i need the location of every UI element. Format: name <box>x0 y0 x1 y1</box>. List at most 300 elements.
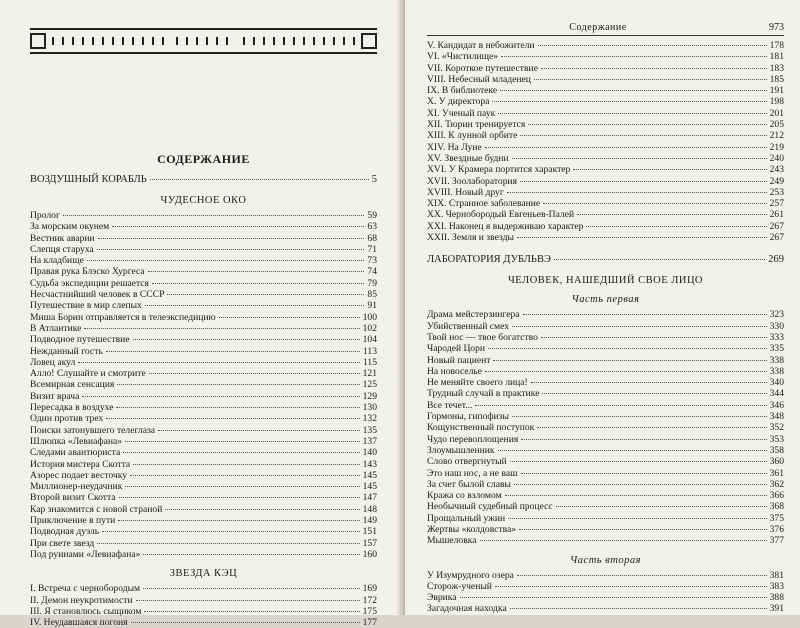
leader-dots <box>493 360 766 361</box>
leader-dots <box>512 416 767 417</box>
entry-page: 201 <box>769 107 784 119</box>
leader-dots <box>531 382 767 383</box>
toc-entry <box>427 119 784 130</box>
toc-entry <box>427 355 784 366</box>
leader-dots <box>106 351 360 352</box>
entry-page: 267 <box>769 220 784 232</box>
entry-page: 346 <box>769 399 784 411</box>
entry-page: 323 <box>769 309 784 321</box>
entry-page: 253 <box>769 186 784 198</box>
leader-dots <box>537 427 766 428</box>
leader-dots <box>543 203 766 204</box>
entry-page: 140 <box>362 447 377 459</box>
entry-page: 149 <box>362 515 377 527</box>
toc-entry <box>427 524 784 535</box>
entry-page: 360 <box>769 456 784 468</box>
entry-page: 102 <box>362 322 377 334</box>
entry-title: Это наш нос, а не ваш <box>427 467 518 479</box>
leader-dots <box>556 506 767 507</box>
entry-title: Сторож-ученый <box>427 580 492 592</box>
right-page <box>405 0 800 615</box>
entry-page: 391 <box>769 603 784 615</box>
entry-page: 348 <box>769 411 784 423</box>
leader-dots <box>475 405 766 406</box>
entry-title: Трудный случай в практике <box>427 388 540 400</box>
entry-title: Чудо перевоплощения <box>427 433 519 445</box>
leader-dots <box>510 608 767 609</box>
entry-page: 59 <box>367 210 377 221</box>
leader-dots <box>117 384 359 385</box>
leader-dots <box>586 226 766 227</box>
toc-entry <box>30 368 377 379</box>
toc-entry <box>427 40 784 51</box>
toc-entry <box>30 549 377 560</box>
toc-entry <box>427 445 784 456</box>
entry-page: 113 <box>362 345 377 357</box>
entry-page: 145 <box>362 481 377 493</box>
entry-title: Кража со взломом <box>427 490 502 502</box>
leader-dots <box>505 495 767 496</box>
toc-entry <box>427 343 784 354</box>
entry-title: Поиски затонувшего телеглаза <box>30 424 156 436</box>
toc-entry <box>30 413 377 424</box>
entry-page: 143 <box>362 458 377 470</box>
entry-title: Необычный судебный процесс <box>427 501 553 513</box>
toc-entry <box>30 504 377 515</box>
entry-title: Алло! Слушайте и смотрите <box>30 368 146 380</box>
entry-title: Гормоны, гипофизы <box>427 411 509 423</box>
toc-entry <box>427 309 784 320</box>
header-ornament <box>30 28 377 54</box>
leader-dots <box>97 249 365 250</box>
entry-title: Жертвы «колдовства» <box>427 523 517 535</box>
leader-dots <box>521 473 767 474</box>
toc-entry <box>427 63 784 74</box>
entry-title: XIV. На Луне <box>427 141 482 153</box>
entry-page: 243 <box>769 164 784 176</box>
entry-page: 151 <box>362 526 377 538</box>
entry-page: 132 <box>362 413 377 425</box>
toc-entry <box>427 468 784 479</box>
leader-dots <box>143 554 359 555</box>
leader-dots <box>573 169 766 170</box>
entry-page: 383 <box>769 580 784 592</box>
contents-title: СОДЕРЖАНИЕ <box>157 152 250 166</box>
leader-dots <box>150 179 369 180</box>
leader-dots <box>219 317 360 318</box>
entry-page: 169 <box>362 583 377 595</box>
entry-page: 353 <box>769 433 784 445</box>
entry-title: IV. Неудавшаяся погоня <box>30 617 128 628</box>
toc-entry <box>30 233 377 244</box>
leader-dots <box>158 430 360 431</box>
entry-page: 183 <box>769 62 784 74</box>
entry-page: 377 <box>769 535 784 547</box>
entry-title: ВОЗДУШНЫЙ КОРАБЛЬ <box>30 174 147 185</box>
toc-entry <box>30 447 377 458</box>
leader-dots <box>488 348 767 349</box>
toc-entry <box>30 379 377 390</box>
entry-title: Путешествие в мир слепых <box>30 300 142 312</box>
entry-title: Пролог <box>30 210 60 221</box>
entry-title: XXII. Земля и звезды <box>427 232 514 244</box>
entry-page: 338 <box>769 365 784 377</box>
leader-dots <box>520 135 766 136</box>
leader-dots <box>512 326 767 327</box>
leader-dots <box>460 597 767 598</box>
leader-dots <box>492 101 766 102</box>
leader-dots <box>130 475 360 476</box>
entry-title: Правая рука Блэско Хургеса <box>30 266 145 278</box>
entry-title: Под руинами «Левиафана» <box>30 548 141 560</box>
leader-dots <box>538 45 767 46</box>
part-heading-second: Часть вторая <box>570 554 641 566</box>
entry-page: 362 <box>769 478 784 490</box>
toc-entry <box>30 334 377 345</box>
leader-dots <box>528 124 766 125</box>
leader-dots <box>523 314 767 315</box>
leader-dots <box>87 260 365 261</box>
entry-title: IX. В библиотеке <box>427 85 498 97</box>
toc-entry <box>30 538 377 549</box>
toc-entry <box>427 592 784 603</box>
entry-title: Нежданный гость <box>30 345 103 357</box>
entry-title: VII. Короткое путешествие <box>427 62 538 74</box>
entry-page: 340 <box>769 377 784 389</box>
toc-list-chudesnoe <box>30 210 377 560</box>
entry-page: 115 <box>362 356 377 368</box>
leader-dots <box>98 238 365 239</box>
entry-title: Загадочная находка <box>427 603 507 615</box>
entry-title: X. У директора <box>427 96 490 108</box>
entry-title: Один против трех <box>30 413 104 425</box>
toc-entry <box>30 595 377 606</box>
entry-title: ЛАБОРАТОРИЯ ДУБЛЬВЭ <box>427 254 551 266</box>
entry-page: 63 <box>367 221 377 233</box>
toc-entry <box>427 51 784 62</box>
entry-title: XVIII. Новый друг <box>427 186 504 198</box>
toc-entry <box>30 515 377 526</box>
part-heading-first: Часть первая <box>571 294 640 306</box>
entry-title: Твой нос — твое богатство <box>427 331 538 343</box>
section-heading-chudesnoe: ЧУДЕСНОЕ ОКО <box>160 195 247 206</box>
entry-title: При свете звезд <box>30 537 95 549</box>
toc-entry <box>30 436 377 447</box>
entry-page: 205 <box>769 119 784 131</box>
entry-title: За морским окунем <box>30 221 110 233</box>
toc-entry <box>427 96 784 107</box>
leader-dots <box>498 113 766 114</box>
entry-page: 148 <box>362 503 377 515</box>
entry-title: Ловец акул <box>30 356 76 368</box>
toc-list-part1 <box>427 309 784 546</box>
toc-entry <box>427 422 784 433</box>
entry-title: XIII. К лунной орбите <box>427 130 518 142</box>
ornament-box-right <box>361 33 377 49</box>
entry-page: 191 <box>769 85 784 97</box>
leader-dots <box>102 531 359 532</box>
toc-entry <box>30 617 377 628</box>
toc-entry <box>427 377 784 388</box>
toc-entry <box>427 366 784 377</box>
toc-entry <box>427 108 784 119</box>
entry-page: 376 <box>769 523 784 535</box>
toc-entry <box>30 210 377 221</box>
leader-dots <box>112 226 364 227</box>
entry-page: 335 <box>769 343 784 355</box>
leader-dots <box>118 520 359 521</box>
toc-entry <box>30 346 377 357</box>
entry-page: 240 <box>769 152 784 164</box>
entry-page: 249 <box>769 175 784 187</box>
entry-title: Азорес подает весточку <box>30 469 128 481</box>
entry-title: I. Встреча с чернобородым <box>30 583 141 595</box>
entry-title: V. Кандидат в небожители <box>427 40 535 51</box>
entry-title: Все течет... <box>427 399 473 411</box>
toc-entry <box>30 402 377 413</box>
entry-page: 177 <box>362 617 377 628</box>
entry-title: Кощунственный поступок <box>427 422 535 434</box>
ornament-box-left <box>30 33 46 49</box>
toc-entry <box>30 492 377 503</box>
entry-page: 121 <box>362 368 377 380</box>
toc-entry <box>427 603 784 614</box>
leader-dots <box>116 407 359 408</box>
entry-page: 267 <box>769 232 784 244</box>
entry-page: 375 <box>769 512 784 524</box>
leader-dots <box>133 464 359 465</box>
toc-entry <box>427 332 784 343</box>
entry-title: Миллионер-неудачник <box>30 481 123 493</box>
entry-title: VI. «Чистилище» <box>427 51 499 63</box>
leader-dots <box>577 214 766 215</box>
toc-entry <box>30 300 377 311</box>
entry-page: 73 <box>367 255 377 267</box>
leader-dots <box>512 158 767 159</box>
leader-dots <box>507 192 767 193</box>
entry-page: 125 <box>362 379 377 391</box>
entry-page: 181 <box>769 51 784 63</box>
entry-page: 366 <box>769 490 784 502</box>
ornament-pattern <box>243 37 355 45</box>
leader-dots <box>119 497 360 498</box>
section-heading-chelovek: ЧЕЛОВЕК, НАШЕДШИЙ СВОЕ ЛИЦО <box>507 275 704 287</box>
leader-dots <box>84 328 359 329</box>
toc-list-zvezda-continued <box>427 40 784 243</box>
toc-entry <box>427 321 784 332</box>
leader-dots <box>517 575 767 576</box>
leader-dots <box>125 441 360 442</box>
entry-title: Всемирная сенсация <box>30 379 115 391</box>
toc-entry <box>30 470 377 481</box>
toc-entry-korabl <box>30 173 377 187</box>
page-number: 973 <box>769 22 784 33</box>
entry-page: 79 <box>367 277 377 289</box>
entry-page: 175 <box>362 605 377 617</box>
toc-entry <box>427 501 784 512</box>
leader-dots <box>145 305 365 306</box>
entry-page: 257 <box>769 198 784 210</box>
toc-entry <box>427 570 784 581</box>
toc-entry <box>30 221 377 232</box>
entry-title: II. Демон неукротимости <box>30 594 133 606</box>
toc-entry <box>427 164 784 175</box>
leader-dots <box>167 294 364 295</box>
leader-dots <box>498 450 767 451</box>
entry-page: 388 <box>769 592 784 604</box>
leader-dots <box>136 600 360 601</box>
ornament-pattern <box>52 37 164 45</box>
toc-entry <box>30 391 377 402</box>
entry-page: 333 <box>769 331 784 343</box>
entry-title: XV. Звездные будни <box>427 152 509 164</box>
leader-dots <box>519 529 767 530</box>
entry-title: В Атлантике <box>30 322 82 334</box>
entry-title: У Изумрудного озера <box>427 569 514 581</box>
toc-entry <box>30 583 377 594</box>
entry-page: 147 <box>362 492 377 504</box>
leader-dots <box>520 181 767 182</box>
entry-page: 130 <box>362 402 377 414</box>
leader-dots <box>495 586 767 587</box>
entry-page: 135 <box>362 424 377 436</box>
toc-entry <box>30 606 377 617</box>
entry-title: Мышеловка <box>427 535 477 547</box>
toc-entry <box>427 187 784 198</box>
entry-page: 219 <box>769 141 784 153</box>
entry-title: XI. Ученый паук <box>427 107 496 119</box>
entry-title: На кладбище <box>30 255 84 267</box>
entry-page: 91 <box>367 300 377 312</box>
toc-list-zvezda <box>30 583 377 628</box>
entry-title: Слово отвергнутый <box>427 456 507 468</box>
toc-entry <box>427 456 784 467</box>
entry-page: 74 <box>367 266 377 278</box>
entry-page: 198 <box>769 96 784 108</box>
entry-title: XVI. У Крамера портится характер <box>427 164 571 176</box>
entry-title: Слепця старуха <box>30 243 94 255</box>
entry-page: 185 <box>769 73 784 85</box>
toc-entry <box>427 209 784 220</box>
leader-dots <box>485 147 767 148</box>
leader-dots <box>165 509 359 510</box>
entry-title: Подводное путешествие <box>30 334 130 346</box>
toc-entry <box>427 74 784 85</box>
leader-dots <box>106 418 359 419</box>
running-header-title: Содержание <box>569 22 627 33</box>
toc-entry <box>427 535 784 546</box>
entry-page: 261 <box>769 209 784 221</box>
entry-title: Кар знакомится с новой страной <box>30 503 163 515</box>
leader-dots <box>148 271 365 272</box>
entry-page: 368 <box>769 501 784 513</box>
toc-entry <box>30 425 377 436</box>
entry-title: Несчастнийший человек в СССР <box>30 289 165 301</box>
entry-page: 100 <box>362 311 377 323</box>
entry-title: Злоумышленник <box>427 444 495 456</box>
entry-title: На новоселье <box>427 365 483 377</box>
toc-entry <box>30 357 377 368</box>
toc-entry <box>427 479 784 490</box>
leader-dots <box>485 371 767 372</box>
leader-dots <box>131 622 360 623</box>
entry-page: 269 <box>768 254 784 266</box>
leader-dots <box>152 283 364 284</box>
leader-dots <box>501 56 767 57</box>
leader-dots <box>63 215 364 216</box>
toc-entry <box>427 581 784 592</box>
entry-page: 381 <box>769 569 784 581</box>
toc-entry-dubl <box>427 253 784 267</box>
entry-title: Шлюпка «Левиафана» <box>30 435 123 447</box>
entry-title: Прощальный ужин <box>427 512 506 524</box>
toc-entry <box>30 526 377 537</box>
entry-title: XX. Чернобородый Евгеньев-Палей <box>427 209 575 221</box>
toc-entry <box>427 388 784 399</box>
entry-title: Приключение в пути <box>30 515 116 527</box>
toc-entry <box>427 411 784 422</box>
entry-page: 104 <box>362 334 377 346</box>
entry-page: 338 <box>769 354 784 366</box>
running-header <box>427 22 784 36</box>
entry-page: 137 <box>362 435 377 447</box>
entry-title: Вестник аварии <box>30 232 95 244</box>
entry-page: 172 <box>362 594 377 606</box>
entry-page: 361 <box>769 467 784 479</box>
entry-title: VIII. Небесный младенец <box>427 73 531 85</box>
leader-dots <box>541 68 767 69</box>
leader-dots <box>480 540 767 541</box>
leader-dots <box>97 543 359 544</box>
leader-dots <box>143 588 359 589</box>
entry-title: XXI. Наконец я выдерживаю характер <box>427 220 584 232</box>
leader-dots <box>149 373 360 374</box>
entry-page: 178 <box>769 40 784 51</box>
leader-dots <box>517 237 767 238</box>
toc-entry <box>30 481 377 492</box>
entry-title: Чародей Цорн <box>427 343 486 355</box>
entry-page: 212 <box>769 130 784 142</box>
leader-dots <box>541 337 767 338</box>
toc-entry <box>427 142 784 153</box>
leader-dots <box>514 484 767 485</box>
entry-page: 352 <box>769 422 784 434</box>
entry-page: 68 <box>367 232 377 244</box>
entry-title: III. Я становлюсь сыщиком <box>30 605 142 617</box>
entry-page: 358 <box>769 444 784 456</box>
leader-dots <box>123 452 359 453</box>
leader-dots <box>554 259 765 260</box>
entry-title: Новый пациент <box>427 354 491 366</box>
toc-entry <box>427 176 784 187</box>
entry-title: Подводная дуэль <box>30 526 100 538</box>
entry-title: Эврика <box>427 592 457 604</box>
toc-entry <box>30 289 377 300</box>
toc-entry <box>30 278 377 289</box>
leader-dots <box>144 611 359 612</box>
toc-entry <box>427 221 784 232</box>
leader-dots <box>133 339 360 340</box>
ornament-pattern <box>176 37 232 45</box>
leader-dots <box>82 396 359 397</box>
entry-title: Драма мейстерзингера <box>427 309 520 321</box>
toc-entry <box>30 266 377 277</box>
entry-title: За счет былой славы <box>427 478 511 490</box>
leader-dots <box>521 439 766 440</box>
toc-entry <box>427 198 784 209</box>
toc-entry <box>30 255 377 266</box>
leader-dots <box>534 79 767 80</box>
